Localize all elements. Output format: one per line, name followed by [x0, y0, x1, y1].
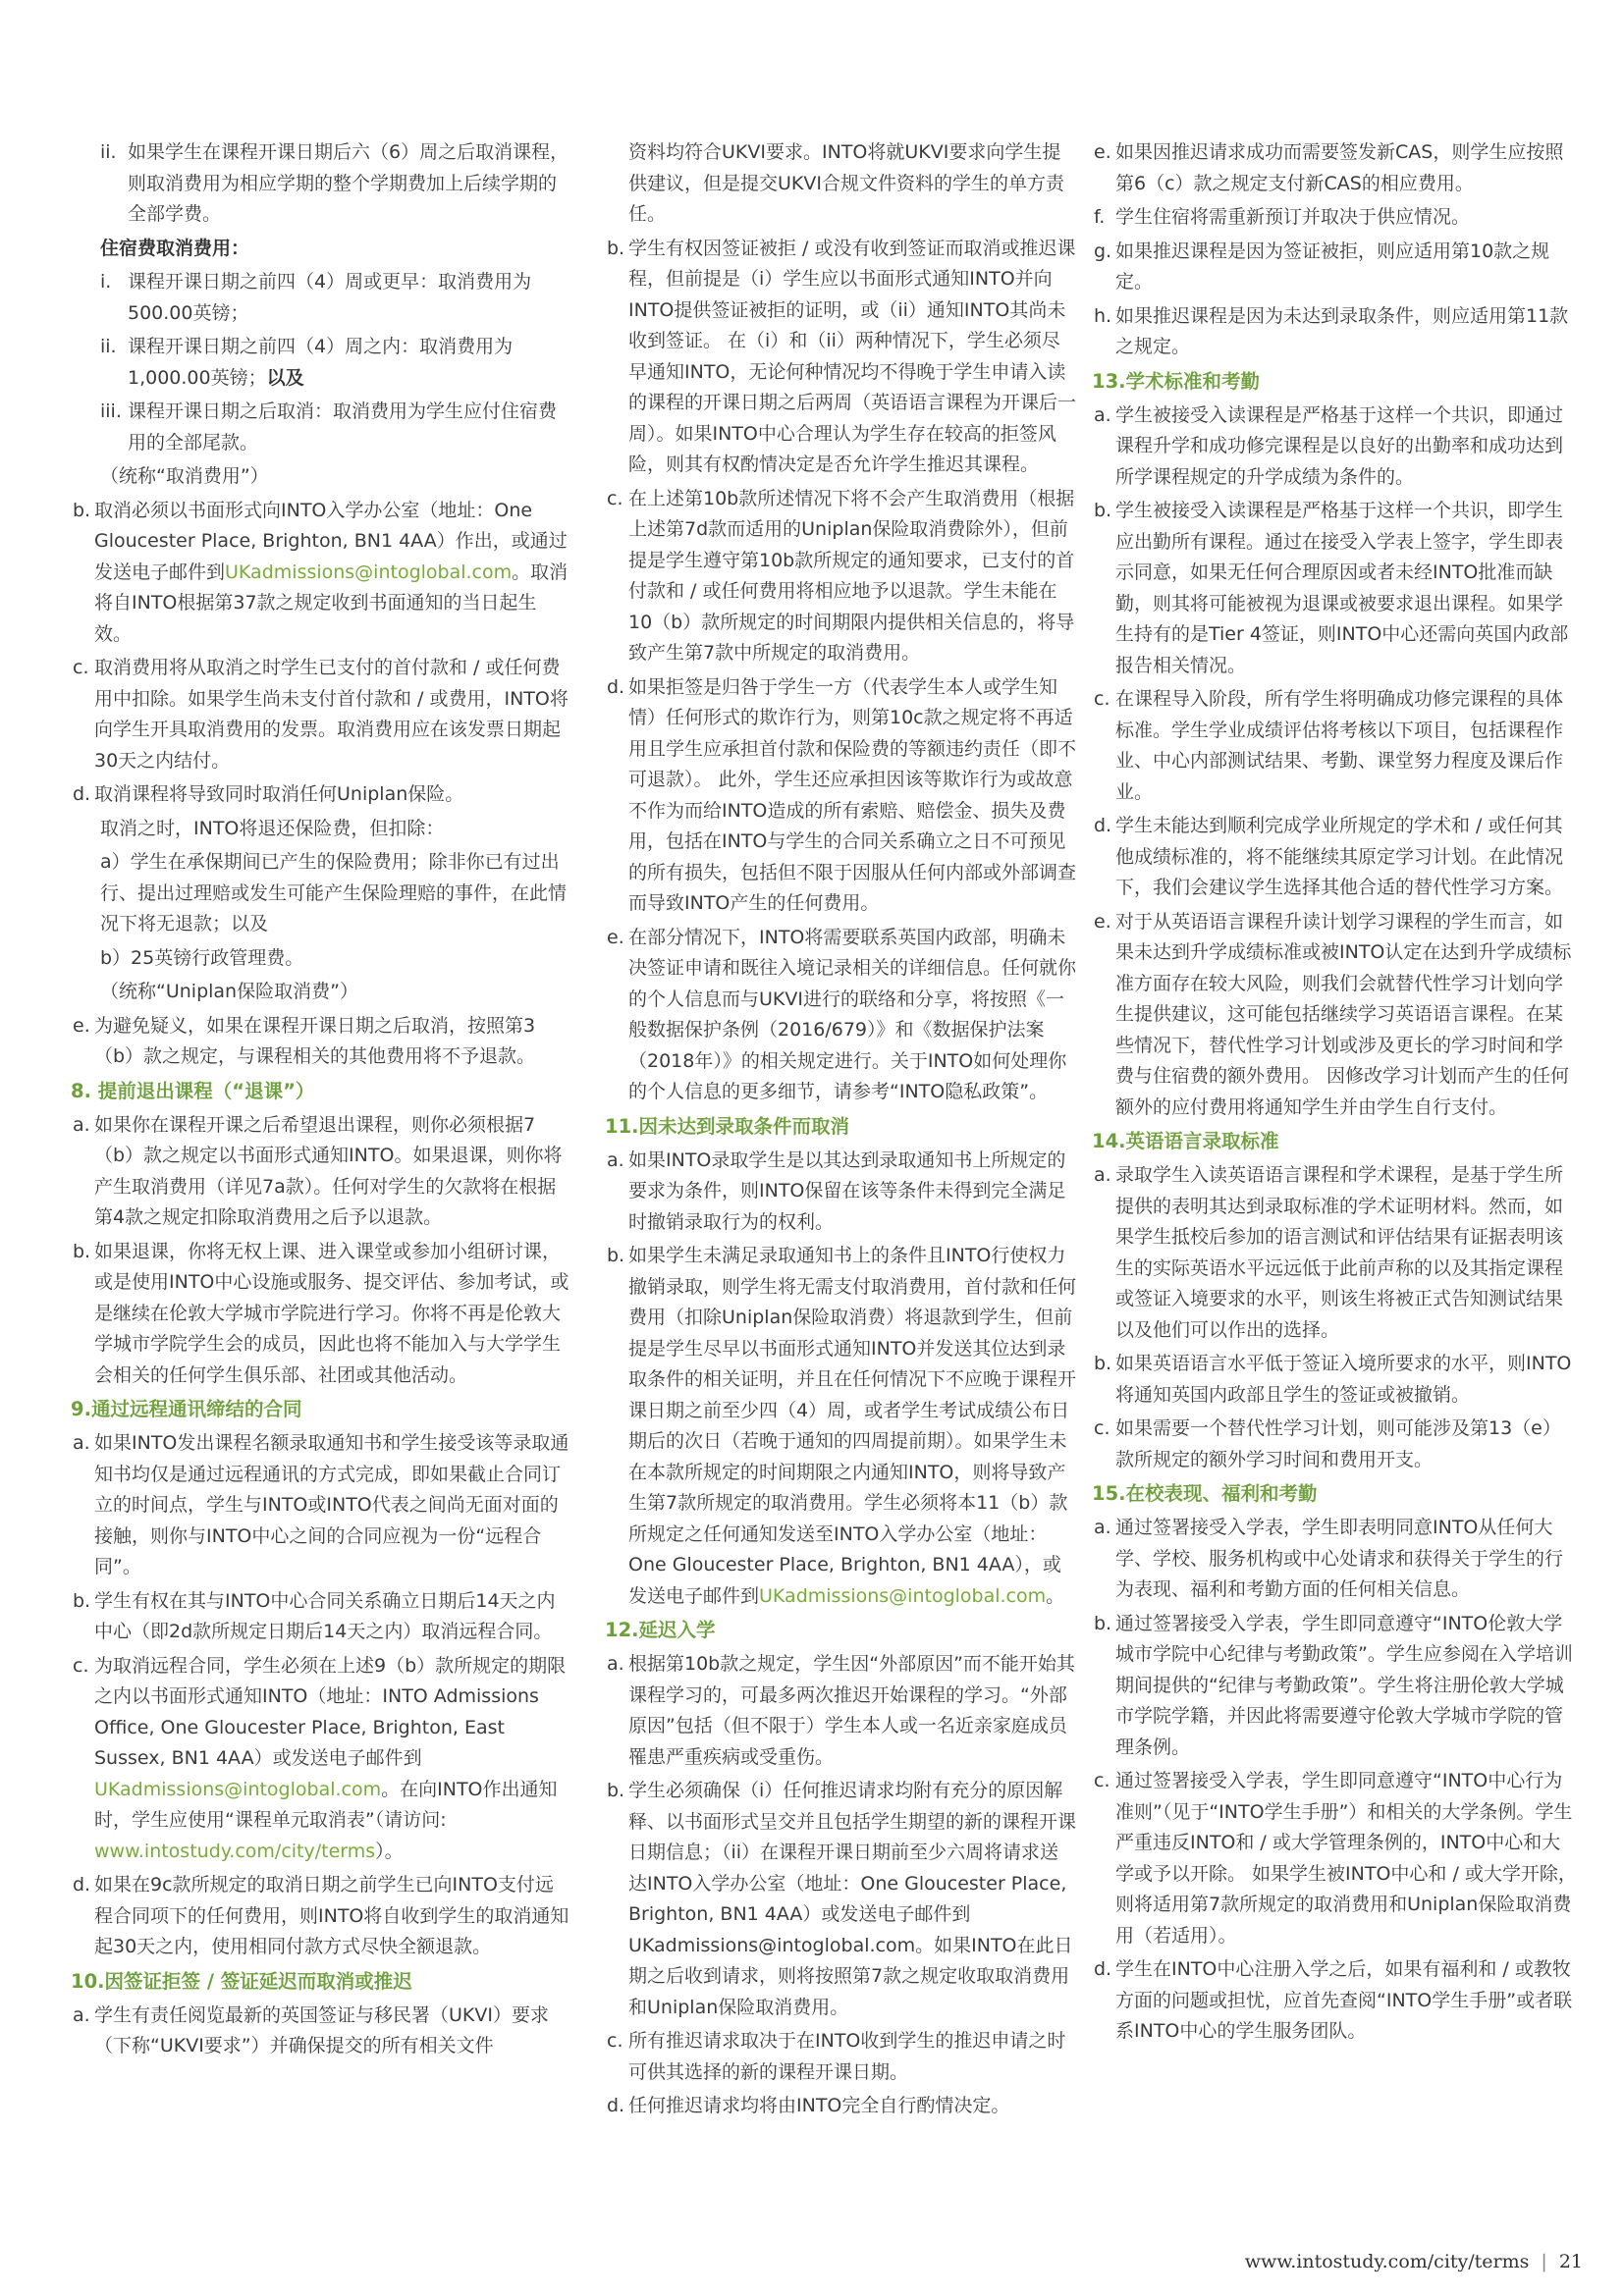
- clause: [71, 1651, 569, 1868]
- footer-separator: |: [1541, 2251, 1547, 2272]
- clause: [1092, 202, 1579, 234]
- clause-marker: d.: [73, 783, 91, 805]
- clause: [605, 672, 1076, 920]
- clause: [71, 653, 569, 776]
- clause: [605, 1776, 1076, 2023]
- clause-text: 如果推迟课程是因为签证被拒，则应适用第10款之规定。: [1115, 240, 1550, 293]
- clause-marker: e.: [1094, 910, 1111, 933]
- page-footer: [1245, 2251, 1583, 2272]
- clause: [1092, 237, 1579, 298]
- clause: [1092, 684, 1579, 808]
- clause-marker: b.: [607, 1780, 625, 1801]
- clause-text: 所有推迟请求取决于在INTO收到学生的推迟申请之时可供其选择的新的课程开课日期。: [628, 2030, 1066, 2083]
- footer-url[interactable]: www.intostudy.com/city/terms: [1244, 2251, 1530, 2272]
- clause-text: 学生有权在其与INTO中心合同关系确立日期后14天之内中心（即2d款所规定日期后14天之内）取消远程合同。: [94, 1589, 556, 1642]
- clause: [1092, 301, 1579, 363]
- clause-marker: ii.: [100, 141, 117, 163]
- paragraph: （统称“取消费用”）: [100, 465, 269, 487]
- clause-marker: b.: [73, 1240, 91, 1262]
- section-heading: 14.英语语言录取标准: [1092, 1130, 1279, 1152]
- paragraph: 取消之时，INTO将退还保险费，但扣除：: [100, 817, 445, 839]
- clause: [605, 2026, 1076, 2088]
- clause-marker: b.: [607, 237, 625, 259]
- email-link[interactable]: UKadmissions@intoglobal.com: [94, 1778, 382, 1800]
- clause-text-cont: 。: [1046, 1584, 1065, 1607]
- clause: [1092, 1766, 1579, 1951]
- clause-marker: e.: [607, 926, 624, 948]
- clause-marker: d.: [607, 675, 625, 698]
- clause-text: 取消课程将导致同时取消任何Uniplan保险。: [94, 783, 464, 805]
- clause-text-cont: 。取消将自INTO根据第37款之规定收到书面通知的当日起生效。: [94, 561, 568, 645]
- clause-marker: h.: [1094, 304, 1112, 327]
- clause: [605, 484, 1076, 669]
- clause-marker: a.: [73, 1113, 90, 1136]
- clause-text: 为避免疑义，如果在课程开课日期之后取消，按照第3（b）款之规定，与课程相关的其他费用将不予退款。: [94, 1014, 536, 1067]
- clause-text: 学生被接受入读课程是严格基于这样一个共识，即学生应出勤所有课程。通过在接受入学表上签字，学生即表示同意，如果无任何合理原因或者未经INTO批准而缺勤，则其将可能被视为退课或被要求退出课程。如果学生持有的是Tier 4签证，则INTO中心还需向英国内政部报告相关情况。: [1115, 500, 1569, 676]
- clause-text: 取消必须以书面形式向INTO入学办公室（地址：One Gloucester Place, Brighton, BN1 4AA）作出，或通过发送电子邮件到: [94, 499, 568, 583]
- clause-marker: b.: [1094, 1353, 1112, 1374]
- clause-text: 如果需要一个替代性学习计划，则可能涉及第13（e）款所规定的额外学习时间和费用开支。: [1115, 1417, 1561, 1470]
- clause: [605, 923, 1076, 1108]
- clause: [1092, 1414, 1579, 1475]
- clause: [605, 234, 1076, 481]
- clause-text: 课程开课日期之前四（4）周之内：取消费用为1,000.00英镑；: [128, 336, 514, 389]
- clause-text: 课程开课日期之后取消：取消费用为学生应付住宿费用的全部尾款。: [128, 400, 558, 454]
- clause-marker: ii.: [100, 336, 117, 357]
- clause-marker: a.: [1094, 1164, 1111, 1186]
- clause-marker: c.: [607, 2030, 623, 2052]
- sub-clause: [71, 397, 569, 458]
- clause: [71, 1011, 569, 1073]
- section-heading: 13.学术标准和考勤: [1092, 369, 1261, 393]
- clause-marker: b.: [1094, 1612, 1112, 1634]
- clause-text: 如果学生在课程开课日期后六（6）周之后取消课程，则取消费用为相应学期的整个学期费加上后续学期的全部学费。: [128, 141, 569, 225]
- clause: [1092, 1954, 1579, 2048]
- clause-text: 任何推迟请求均将由INTO完全自行酌情决定。: [628, 2095, 1010, 2116]
- clause: [1092, 1160, 1579, 1346]
- clause: [605, 2091, 1076, 2122]
- clause-emphasis: 以及: [266, 366, 304, 389]
- clause-text: 学生必须确保（i）任何推迟请求均附有充分的原因解释、以书面形式呈交并且包括学生期望的新的课程开课日期信息；（ii）在课程开课日期前至少六周将请求送达INTO入学办公室（地址：One Gloucester Place, Brighton, BN1 4AA）或发送电子邮件到UKadmissions@intoglobal.com。如果INTO在此日期之后收到请求，则将按照第7款之规定收取取消费用和Uniplan保险取消费用。: [628, 1780, 1077, 2018]
- clause: [1092, 496, 1579, 681]
- clause: [605, 1241, 1076, 1612]
- clause-marker: e.: [73, 1014, 90, 1037]
- clause: [71, 2001, 569, 2062]
- clause: [605, 1146, 1076, 1239]
- clause-text: 如果拒签是归咎于学生一方（代表学生本人或学生知情）任何形式的欺诈行为，则第10c款之规定将不再适用且学生应承担首付款和保险费的等额违约责任（即不可退款）。 此外，学生还应承担因该等欺诈行为或故意不作为而给INTO造成的所有索赔、赔偿金、损失及费用，包括在INTO与学生的合同关系确立之日不可预见的所有损失，包括但不限于因服从任何内部或外部调查而导致INTO产生的任何费用。: [628, 675, 1077, 914]
- clause-marker: c.: [73, 1654, 89, 1677]
- clause: [1092, 1609, 1579, 1764]
- paragraph: （统称“Uniplan保险取消费”）: [100, 981, 358, 1002]
- clause-text: 如果INTO录取学生是以其达到录取通知书上所规定的要求为条件，则INTO保留在该等条件未得到完全满足时撤销录取行为的权利。: [628, 1148, 1066, 1233]
- clause-text: 在课程导入阶段，所有学生将明确成功修完课程的具体标准。学生学业成绩评估将考核以下项目，包括课程作业、中心内部测试结果、考勤、课堂努力程度及课后作业。: [1115, 688, 1564, 803]
- clause-text: 为取消远程合同，学生必须在上述9（b）款所规定的期限之内以书面形式通知INTO（地址：INTO Admissions Office, One Gloucester Place, Brighton, East Sussex, BN1 4AA）或发送电子邮件到: [94, 1654, 567, 1769]
- clause-text: 通过签署接受入学表，学生即表明同意INTO从任何大学、学校、服务机构或中心处请求和获得关于学生的行为表现、福利和考勤方面的任何相关信息。: [1115, 1517, 1564, 1600]
- clause-text: 如果在9c款所规定的取消日期之前学生已向INTO支付远程合同项下的任何费用，则INTO将自收到学生的取消通知起30天之内，使用相同付款方式尽快全额退款。: [94, 1874, 569, 1957]
- clause-marker: e.: [1094, 141, 1111, 163]
- sub-clause: [71, 267, 569, 329]
- clause-marker: d.: [73, 1874, 91, 1896]
- clause: [605, 1649, 1076, 1773]
- clause-marker: a.: [73, 1432, 90, 1454]
- clause-marker: d.: [1094, 815, 1112, 836]
- clause-text: 如果英语语言水平低于签证入境所要求的水平，则INTO将通知英国内政部且学生的签证或被撤销。: [1115, 1353, 1572, 1406]
- clause: [1092, 1349, 1579, 1411]
- column-1: [71, 137, 569, 2065]
- clause-text: 如果推迟课程是因为未达到录取条件，则应适用第11款之规定。: [1115, 304, 1569, 357]
- clause-text: 学生未能达到顺利完成学业所规定的学术和 / 或任何其他成绩标准的，将不能继续其原定学习计划。在此情况下，我们会建议学生选择其他合适的替代性学习方案。: [1115, 815, 1564, 898]
- clause-text: 课程开课日期之前四（4）周或更早：取消费用为500.00英镑；: [128, 271, 532, 324]
- clause-text: 根据第10b款之规定，学生因“外部原因”而不能开始其课程学习的，可最多两次推迟开始课程的学习。“外部原因”包括（但不限于）学生本人或一名近亲家庭成员罹患严重疾病或受重伤。: [628, 1653, 1075, 1768]
- web-link[interactable]: www.intostudy.com/city/terms: [94, 1840, 376, 1862]
- clause: [71, 1586, 569, 1648]
- clause-marker: b.: [73, 1589, 91, 1612]
- clause-marker: b.: [73, 499, 91, 521]
- clause-marker: i.: [100, 271, 112, 293]
- clause-text: 如果你在课程开课之后希望退出课程，则你必须根据7（b）款之规定以书面形式通知INTO。如果退课，则你将产生取消费用（详见7a款）。任何对学生的欠款将在根据第4款之规定扣除取消费用之后予以退款。: [94, 1113, 563, 1228]
- clause-text: 学生被接受入读课程是严格基于这样一个共识，即通过课程升学和成功修完课程是以良好的出勤率和成功达到所学课程规定的升学成绩为条件的。: [1115, 403, 1564, 488]
- column-2: [605, 137, 1076, 2125]
- clause: [1092, 811, 1579, 904]
- clause-text: 取消费用将从取消之时学生已支付的首付款和 / 或任何费用中扣除。如果学生尚未支付首付款和 / 或费用，INTO将向学生开具取消费用的发票。取消费用应在该发票日期起30天之内结付。: [94, 657, 568, 772]
- clause-marker: c.: [1094, 688, 1110, 710]
- clause: [71, 1428, 569, 1583]
- clause-marker: a.: [1094, 403, 1111, 426]
- sub-clause: [71, 332, 569, 394]
- section-heading: 12.延迟入学: [605, 1619, 716, 1641]
- clause-text: 如果退课，你将无权上课、进入课堂或参加小组研讨课，或是使用INTO中心设施或服务、提交评估、参加考试，或是继续在伦敦大学城市学院进行学习。你将不再是伦敦大学城市学院学生会的成员，因此也将不能加入与大学学生会相关的任何学生俱乐部、社团或其他活动。: [94, 1240, 569, 1386]
- paragraph: a）学生在承保期间已产生的保险费用；除非你已有过出行、提出过理赔或发生可能产生保险理赔的事件，在此情况下将无退款；以及: [100, 851, 568, 934]
- section-heading: 9.通过远程通讯缔结的合同: [71, 1398, 302, 1420]
- clause: [1092, 907, 1579, 1124]
- clause-text: 在上述第10b款所述情况下将不会产生取消费用（根据上述第7d款而适用的Uniplan保险取消费除外），但前提是学生遵守第10b款所规定的通知要求，已支付的首付款和 / 或任何费用将相应地予以退款。学生未能在10（b）款所规定的时间期限内提供相关信息的，将导致产生第7款中所规定的取消费用。: [628, 487, 1075, 664]
- clause: [1092, 137, 1579, 199]
- clause: [1092, 1513, 1579, 1606]
- clause-text: 对于从英语语言课程升读计划学习课程的学生而言，如果未达到升学成绩标准或被INTO认定在达到升学成绩标准方面存在较大风险，则我们会就替代性学习计划向学生提供建议，这可能包括继续学习英语语言课程。在某些情况下，替代性学习计划或涉及更长的学习时间和学费与住宿费的额外费用。 因修改学习计划而产生的任何额外的应付费用将通知学生并由学生自行支付。: [1115, 910, 1572, 1118]
- clause-marker: d.: [607, 2095, 625, 2116]
- clause: [71, 1110, 569, 1234]
- clause-text: 通过签署接受入学表，学生即同意遵守“INTO中心行为准则”（见于“INTO学生手册”）和相关的大学条例。学生严重违反INTO和 / 或大学管理条例的，INTO中心和大学或予以开除。 如果学生被INTO中心和 / 或大学开除，则将适用第7款所规定的取消费用和Uniplan保险取消费用（若适用）。: [1115, 1770, 1577, 1947]
- clause-text: 学生在INTO中心注册入学之后，如果有福利和 / 或教牧方面的问题或担忧，应首先查阅“INTO学生手册”或者联系INTO中心的学生服务团队。: [1115, 1958, 1573, 2042]
- clause-marker: d.: [1094, 1958, 1112, 1980]
- clause: [71, 779, 569, 811]
- clause-marker: c.: [73, 657, 89, 678]
- clause-marker: a.: [607, 1653, 624, 1675]
- clause-marker: a.: [73, 2003, 90, 2026]
- clause-text: 学生住宿将需重新预订并取决于供应情况。: [1115, 206, 1471, 228]
- clause-marker: c.: [607, 487, 623, 509]
- section-heading: 15.在校表现、福利和考勤: [1092, 1482, 1318, 1505]
- email-link[interactable]: UKadmissions@intoglobal.com: [759, 1584, 1047, 1607]
- clause-marker: c.: [1094, 1770, 1110, 1791]
- clause-marker: iii.: [100, 400, 122, 422]
- clause-text: 通过签署接受入学表，学生即同意遵守“INTO伦敦大学城市学院中心纪律与考勤政策”。学生应参阅在入学培训期间提供的“纪律与考勤政策”。学生将注册伦敦大学城市学院学籍，并因此将需要遵守伦敦大学城市学院的管理条例。: [1115, 1612, 1573, 1758]
- clause-marker: a.: [607, 1148, 624, 1171]
- column-3: [1092, 137, 1579, 2051]
- section-heading: 10.因签证拒签 / 签证延迟而取消或推迟: [71, 1969, 412, 1993]
- clause-text: 学生有责任阅览最新的英国签证与移民署（UKVI）要求（下称“UKVI要求”）并确保提交的所有相关文件: [94, 2003, 549, 2056]
- section-heading: 11.因未达到录取条件而取消: [605, 1114, 850, 1138]
- clause-text: 如果因推迟请求成功而需要签发新CAS，则学生应按照第6（c）款之规定支付新CAS的相应费用。: [1115, 141, 1564, 194]
- clause-marker: g.: [1094, 240, 1112, 262]
- clause-text-cont: 。在向INTO作出通知时，学生应使用“课程单元取消表”（请访问:: [94, 1778, 558, 1831]
- clause: [71, 1237, 569, 1392]
- paragraph: b）25英镑行政管理费。: [100, 946, 304, 969]
- page-number: 21: [1558, 2251, 1583, 2272]
- sub-clause: [71, 137, 569, 231]
- clause-text: 如果INTO发出课程名额录取通知书和学生接受该等录取通知书均仅是通过远程通讯的方式完成，即如果截止合同订立的时间点，学生与INTO或INTO代表之间尚无面对面的接触，则你与INTO中心之间的合同应视为一份“远程合同”。: [94, 1432, 569, 1577]
- clause-text-cont: ）。: [375, 1840, 404, 1862]
- subheading: 住宿费取消费用：: [100, 237, 250, 259]
- clause: [71, 1870, 569, 1963]
- clause-marker: b.: [1094, 500, 1112, 521]
- clause-text: 在部分情况下，INTO将需要联系英国内政部，明确未决签证申请和既往入境记录相关的详细信息。任何就你的个人信息而与UKVI进行的联络和分享，将按照《一般数据保护条例（2016/679）》和《数据保护法案（2018年）》的相关规定进行。关于INTO如何处理你的个人信息的更多细节，请参考“INTO隐私政策”。: [628, 926, 1077, 1102]
- clause-marker: f.: [1094, 206, 1106, 228]
- clause: [71, 496, 569, 651]
- email-link[interactable]: UKadmissions@intoglobal.com: [225, 561, 513, 583]
- clause-text: 录取学生入读英语语言课程和学术课程，是基于学生所提供的表明其达到录取标准的学术证明材料。然而，如果学生抵校后参加的语言测试和评估结果有证据表明该生的实际英语水平远远低于此前声称的以及其指定课程或签证入境要求的水平，则该生将被正式告知测试结果以及他们可以作出的选择。: [1115, 1164, 1564, 1341]
- clause: [1092, 400, 1579, 494]
- paragraph: 资料均符合UKVI要求。INTO将就UKVI要求向学生提供建议，但是提交UKVI合规文件资料的学生的单方责任。: [628, 141, 1064, 225]
- clause-marker: c.: [1094, 1417, 1110, 1439]
- section-heading: 8. 提前退出课程（“退课”）: [71, 1079, 315, 1102]
- clause-text: 学生有权因签证被拒 / 或没有收到签证而取消或推迟课程，但前提是（i）学生应以书面形式通知INTO并向INTO提供签证被拒的证明，或（ii）通知INTO其尚未收到签证。 在（i）和（ii）两种情况下，学生必须尽早通知INTO，无论何种情况均不得晚于学生申请入读的课程的开课日期之后两周（英语语言课程为开课后一周）。如果INTO中心合理认为学生存在较高的拒签风险，则其有权酌情决定是否允许学生推迟其课程。: [628, 237, 1077, 475]
- clause-marker: b.: [607, 1245, 625, 1266]
- clause-marker: a.: [1094, 1517, 1111, 1538]
- clause-text: 如果学生未满足录取通知书上的条件且INTO行使权力撤销录取，则学生将无需支付取消费用，首付款和任何费用（扣除Uniplan保险取消费）将退款到学生，但前提是学生尽早以书面形式通知INTO并发送其位达到录取条件的相关证明，并且在任何情况下不应晚于课程开课日期之前至少四（4）周，或者学生考试成绩公布日期后的次日（若晚于通知的四周提前期）。如果学生未在本款所规定的时间期限之内通知INTO，则将导致产生第7款所规定的取消费用。学生必须将本11（b）款所规定之任何通知发送至INTO入学办公室（地址：One Gloucester Place, Brighton, BN1 4AA），或发送电子邮件到: [628, 1245, 1077, 1607]
